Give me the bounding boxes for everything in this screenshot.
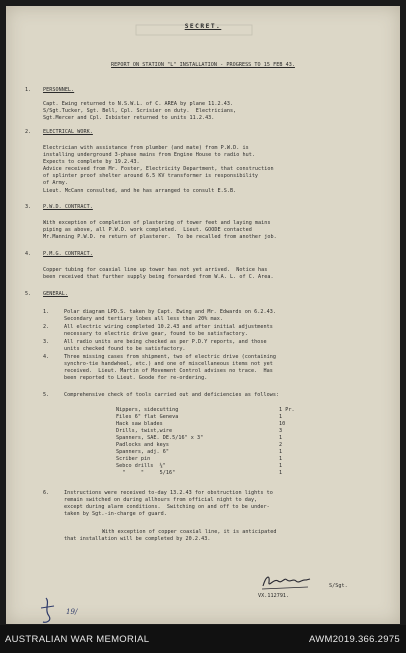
section-2-line: installing underground 3-phase mains from Engine House to radio hut. [43,152,255,158]
tool-name: Padlocks and keys [116,442,169,448]
tool-qty: 2 [279,442,283,448]
item-line: All radio units are being checked as per P.D.Y reports, and those [64,339,267,345]
section-4-line: been received that further supply being forwarded from W.A. L. of C. Area. [43,274,274,280]
service-number: VX.112791. [258,593,290,599]
tool-name: Sebco drills ¼" [116,463,166,469]
item-line: Comprehensive check of tools carried out and deficiencies as follows: [64,392,280,398]
section-2-line: Advice received from Mr. Foster, Electricity Department, that construction [43,166,274,172]
item-line: Secondary and tertiary lobes all less than 20% max. [64,316,223,322]
section-1-number: 1. [25,87,32,93]
item-line: been reported to Lieut. Goode for re-ordering. [64,375,208,381]
document-page [6,6,400,624]
section-3-line: piping as above, all P.W.D. work completed. Lieut. GOODE contacted [43,227,252,233]
handwritten-signature [260,572,312,592]
signature-rank: S/Sgt. [329,583,348,589]
item-number: 2. [43,324,50,330]
footer-institution: AUSTRALIAN WAR MEMORIAL [5,634,150,645]
section-3-heading: P.W.D. CONTRACT. [43,204,93,210]
handwritten-mark [40,596,88,624]
section-3-number: 3. [25,204,32,210]
section-1-heading: PERSONNEL. [43,87,75,93]
footer-accession-number: AWM2019.366.2975 [308,634,400,645]
tool-qty: 1 [279,470,283,476]
item-line: synchro-tie handwheel, etc.) and one of miscellaneous items not yet [64,361,273,367]
section-2-line: of splinter proof shelter around 6.5 KV transformer is responsibility [43,173,259,179]
tool-name: Scriber pin [116,456,151,462]
section-5-heading: GENERAL. [43,291,68,297]
tool-name: Drills, twist,wire [116,428,173,434]
handwritten-mark-text: 19/ [66,608,78,616]
tool-name: " " 5/16" [116,470,176,476]
section-2-line: of Army. [43,180,68,186]
tool-qty: 10 [279,421,286,427]
item-number: 5. [43,392,50,398]
section-1-line: Capt. Ewing returned to N.S.W.L. of C. AREA by plane 11.2.43. [43,101,234,107]
item-number: 4. [43,354,50,360]
tool-name: Spanners, adj. 6" [116,449,169,455]
tool-qty: 3 [279,428,283,434]
item-line: received. Lieut. Martin of Movement Control advises no trace. Has [64,368,273,374]
section-4-number: 4. [25,251,32,257]
item-line: Polar diagram LPD.S. taken by Capt. Ewing and Mr. Edwards on 6.2.43. [64,309,276,315]
tool-qty: 1 [279,449,283,455]
item-number: 1. [43,309,50,315]
item-line: Three missing cases from shipment, two of electric drive (containing [64,354,276,360]
tool-qty: 1 Pr. [279,407,295,413]
section-3-line: With exception of completion of plastering of tower feet and laying mains [43,220,271,226]
item-line: remain switched on during allhours from official night to day, [64,497,258,503]
item-line: necessary to electric drive gear, found to be satisfactory. [64,331,248,337]
tool-qty: 1 [279,435,283,441]
document-title: SECRET. [184,23,222,30]
tool-qty: 1 [279,463,283,469]
section-5-number: 5. [25,291,32,297]
item-line: All electric wiring completed 10.2.43 and after initial adjustments [64,324,273,330]
item-line: taken by Sgt.-in-charge of guard. [64,511,167,517]
tool-name: Nippers, sidecutting [116,407,179,413]
tool-name: Spanners, SAE. DE.5/16" x 3" [116,435,204,441]
section-4-line: Copper tubing for coaxial line up tower has not yet arrived. Notice has [43,267,268,273]
section-2-line: Lieut. McCann consulted, and he has arranged to consult E.S.B. [43,188,237,194]
section-1-line: Sgt.Mercer and Cpl. Isbister returned to units 11.2.43. [43,115,215,121]
item-number: 6. [43,490,50,496]
item-line: units checked found to be satisfactory. [64,346,186,352]
tool-name: Files 6" flat Geneva [116,414,179,420]
tool-qty: 1 [279,456,283,462]
item-line: Instructions were received to-day 13.2.43 for obstruction lights to [64,490,273,496]
section-2-line: Electrician with assistance from plumber (and mate) from P.W.D. is [43,145,249,151]
section-4-heading: P.M.G. CONTRACT. [43,251,93,257]
section-2-number: 2. [25,129,32,135]
section-2-heading: ELECTRICAL WORK. [43,129,93,135]
section-1-line: S/Sgt.Tucker, Sgt. Bell, Cpl. Scrisier on duty. Electricians, [43,108,237,114]
item-line: except during alarm conditions. Switching on and off to be under- [64,504,270,510]
tool-name: Hack saw blades [116,421,163,427]
closing-line: that installation will be completed by 20.2.43. [64,536,211,542]
report-subtitle: REPORT ON STATION "L" INSTALLATION - PROGRESS TO 15 FEB 43. [111,62,295,68]
section-2-line: Expects to complete by 19.2.43. [43,159,140,165]
section-3-line: Mr.Manning P.W.D. re return of plasterer. To be recalled from another job. [43,234,277,240]
item-number: 3. [43,339,50,345]
archive-footer [0,625,406,653]
closing-line: With exception of copper coaxial line, it is anticipated [102,529,277,535]
tool-qty: 1 [279,414,283,420]
